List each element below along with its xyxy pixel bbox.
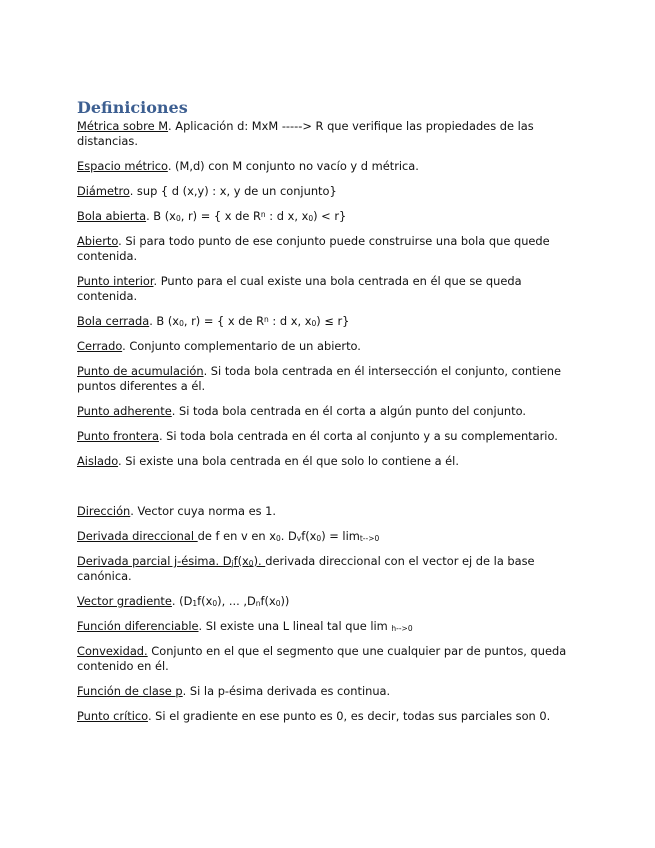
definition-funcion-diferenciable — [77, 619, 577, 634]
definition-punto-adherente — [77, 404, 577, 419]
term-part: ). — [253, 554, 266, 568]
subscript: 0 — [179, 319, 184, 328]
formula-part: ) < r} — [313, 209, 347, 223]
subscript: n — [255, 599, 261, 608]
definition-text: . sup { d (x,y) : x, y de un conjunto} — [129, 184, 337, 198]
definition-text: . Si el gradiente en ese punto es 0, es decir, todas sus parciales son 0. — [147, 709, 551, 723]
term: Función de clase p — [77, 684, 183, 698]
formula-part: de f en v en x — [197, 529, 276, 543]
definition-punto-interior — [77, 274, 577, 304]
formula-part: , r) = { x de R — [183, 314, 265, 328]
term: Convexidad. — [77, 644, 148, 658]
definition-text: derivada direccional con el vector ej de la base canónica. — [77, 554, 535, 583]
term: Métrica sobre M — [77, 119, 169, 133]
term-part: Derivada parcial j-ésima. D — [77, 554, 232, 568]
term: Punto frontera — [77, 429, 159, 443]
formula-part: . (D — [171, 594, 193, 608]
formula-part: : d x, x — [268, 314, 312, 328]
definition-derivada-parcial — [77, 554, 577, 584]
document-content — [77, 98, 577, 734]
definition-punto-frontera — [77, 429, 577, 444]
definition-cerrado — [77, 339, 577, 354]
subscript: h-->0 — [391, 624, 413, 633]
formula-part: f(x — [260, 594, 276, 608]
formula-part: . B (x — [149, 314, 180, 328]
term: Bola abierta — [77, 209, 147, 223]
term: Derivada direccional — [77, 529, 198, 543]
definition-aislado — [77, 454, 577, 469]
term: Cerrado — [77, 339, 123, 353]
definition-text: . Conjunto complementario de un abierto. — [122, 339, 361, 353]
subscript: 0 — [275, 599, 281, 608]
term: Aislado — [77, 454, 119, 468]
subscript: 1 — [192, 599, 198, 608]
term: Vector gradiente — [77, 594, 172, 608]
definition-punto-critico — [77, 709, 577, 724]
subscript: 0 — [175, 214, 181, 223]
formula-part: f(x — [197, 594, 213, 608]
definition-espacio-metrico — [77, 159, 577, 174]
formula-part: ) = lim — [321, 529, 360, 543]
definition-punto-acumulacion — [77, 364, 577, 394]
subscript: 0 — [212, 599, 218, 608]
formula-part: ) ≤ r} — [316, 314, 350, 328]
definition-metrica — [77, 119, 577, 149]
term — [77, 554, 265, 568]
definition-text: . Si toda bola centrada en él intersección el conjunto, contiene puntos diferentes a él. — [77, 364, 561, 393]
page-title: Definiciones — [77, 98, 188, 117]
term: Bola cerrada — [77, 314, 150, 328]
definition-text: . Si toda bola centrada en él corta al conjunto y a su complementario. — [158, 429, 558, 443]
definition-funcion-clase-p — [77, 684, 577, 699]
definition-text: . Punto para el cual existe una bola centrada en él que se queda contenida. — [77, 274, 522, 303]
superscript: n — [264, 315, 269, 324]
term: Punto crítico — [77, 709, 148, 723]
subscript: v — [296, 534, 302, 543]
subscript: 0 — [316, 534, 322, 543]
definition-diametro — [77, 184, 577, 199]
formula-part: ), ... ,D — [217, 594, 256, 608]
term: Punto interior — [77, 274, 154, 288]
term-part: f(x — [233, 554, 249, 568]
definition-text: . Aplicación d: MxM -----> R que verifique las propiedades de las distancias. — [77, 119, 534, 148]
definition-bola-abierta — [77, 209, 577, 224]
definition-bola-cerrada — [77, 314, 577, 329]
term: Punto adherente — [77, 404, 172, 418]
definition-text: . Vector cuya norma es 1. — [130, 504, 277, 518]
subscript: 0 — [308, 214, 314, 223]
definition-derivada-direccional — [77, 529, 577, 544]
subscript: 0 — [275, 534, 281, 543]
superscript: n — [260, 210, 266, 219]
subscript: j — [231, 559, 234, 568]
term: Espacio métrico — [77, 159, 168, 173]
definition-text: . SI existe una L lineal tal que lim — [198, 619, 392, 633]
term: Diámetro — [77, 184, 130, 198]
formula-part: . D — [280, 529, 297, 543]
definition-vector-gradiente — [77, 594, 577, 609]
formula-part: , r) = { x de R — [180, 209, 261, 223]
term: Dirección — [77, 504, 131, 518]
formula-part: )) — [280, 594, 290, 608]
formula-part: : d x, x — [265, 209, 309, 223]
definition-convexidad — [77, 644, 577, 674]
section-spacer — [77, 479, 577, 504]
definition-text: . Si toda bola centrada en él corta a algún punto del conjunto. — [171, 404, 526, 418]
formula-part: . B (x — [146, 209, 176, 223]
definition-abierto — [77, 234, 577, 264]
subscript: 0 — [248, 559, 254, 568]
term: Punto de acumulación — [77, 364, 204, 378]
definition-text: . Si para todo punto de ese conjunto puede construirse una bola que quede contenida. — [77, 234, 550, 263]
subscript: t-->0 — [359, 534, 380, 543]
definition-text: Conjunto en el que el segmento que une cualquier par de puntos, queda contenido en él. — [77, 644, 567, 673]
formula-part: f(x — [301, 529, 317, 543]
definition-text: . Si la p-ésima derivada es continua. — [182, 684, 391, 698]
definition-text: . (M,d) con M conjunto no vacío y d métrica. — [167, 159, 419, 173]
term: Función diferenciable — [77, 619, 199, 633]
subscript: 0 — [311, 319, 317, 328]
term: Abierto — [77, 234, 119, 248]
definition-direccion — [77, 504, 577, 519]
definition-text: . Si existe una bola centrada en él que solo lo contiene a él. — [118, 454, 459, 468]
